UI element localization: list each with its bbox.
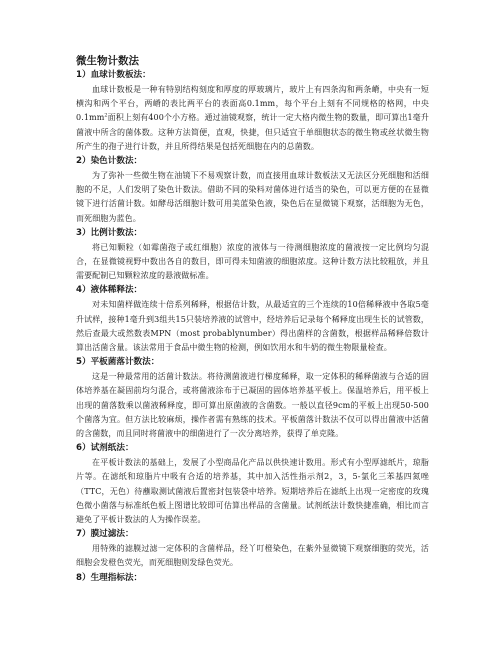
section-heading-7: 7）膜过滤法：: [76, 529, 134, 540]
section-heading-8: 8）生理指标法：: [76, 572, 143, 583]
section-paragraph-5: 这是一种最常用的活菌计数法。将待测菌液进行梯度稀释，取一定体积的稀释菌液与合适的固体培养基在凝固前均匀混合，或将菌液涂布于已凝固的固体培养基平板上。保温培养后，用平板上出现的菌落数乘以菌液稀释度，即可算出原菌液的含菌数。一般以直径9cm的平板上出现50-500个菌落为宜。但方法比较麻烦，操作者需有熟练的技术。平板菌落计数法不仅可以得出菌液中活菌的含菌数，而且同时将菌液中的细菌进行了一次分离培养，获得了单克隆。: [76, 372, 429, 439]
section-paragraph-2: 为了弥补一些微生物在油镜下不易观察计数，而直接用血球计数板法又无法区分死细胞和活细胞的不足，人们发明了染色计数法。借助不同的染料对菌体进行适当的染色，可以更方便的在显微镜下进行活菌计数。如酵母活细胞计数可用美蓝染色液，染色后在显微镜下观察，活细胞为无色，而死细胞为蓝色。: [76, 171, 429, 223]
document-title: 微生物计数法: [76, 55, 139, 67]
section-heading-4: 4）液体稀释法：: [76, 285, 143, 296]
section-paragraph-3: 将已知颗粒（如霉菌孢子或红细胞）浓度的液体与一待测细胞浓度的菌液按一定比例均匀混合，在显微镜视野中数出各自的数目，即可得未知菌液的细胞浓度。这种计数方法比较粗放，并且需要配制已知颗粒浓度的悬液做标准。: [76, 242, 429, 281]
section-paragraph-6: 在平板计数法的基础上，发展了小型商品化产品以供快速计数用。形式有小型厚滤纸片，琼脂片等。在滤纸和琼脂片中吸有合适的培养基，其中加入活性指示剂2，3，5-氯化三苯基四氮唑（TTC，无色）待蘸取测试菌液后置密封包装袋中培养。短期培养后在滤纸上出现一定密度的玫瑰色微小菌落与标准纸色板上图谱比较即可估算出样品的含菌量。试剂纸法计数快捷准确，相比而言避免了平板计数法的人为操作误差。: [76, 458, 429, 525]
superscript-2: 2: [104, 112, 108, 119]
section-heading-1: 1）血球计数板法：: [76, 70, 151, 80]
section-paragraph-1: 血球计数板是一种有特别结构刻度和厚度的厚玻璃片，玻片上有四条沟和两条嵴，中央有一短横沟和两个平台，两嵴的表比两平台的表面高0.1mm，每个平台上刻有不同规格的格网，中央$0.1mm^2$面积上刻有400个小方格。通过油镜观察，统计一定大格内微生物的数量，即可算出1毫升菌液中所含的菌体数。这种方法简便，直观，快捷，但只适宜于单细胞状态的微生物或丝状微生物所产生的孢子进行计数，并且所得结果是包括死细胞在内的总菌数。: [76, 85, 429, 151]
section-paragraph-7: 用特殊的滤膜过滤一定体积的含菌样品，经丫叮橙染色，在紫外显微镜下观察细胞的荧光，活细胞会发橙色荧光，而死细胞则发绿色荧光。: [76, 544, 429, 568]
section-heading-5: 5）平板菌落计数法：: [76, 357, 160, 368]
section-heading-2: 2）染色计数法：: [76, 156, 143, 167]
section-heading-6: 6）试剂纸法：: [76, 443, 134, 454]
section-paragraph-4: 对未知菌样做连续十倍系列稀释，根据估计数，从最适宜的三个连续的10倍稀释液中各取5毫升试样，接种1毫升到3组共15只装培养液的试管中，经培养后记录每个稀释度出现生长的试管数，然后查最大或然数表MPN（most probablynumber）得出菌样的含菌数，根据样品稀释倍数计算出活菌含量。该法常用于食品中微生物的检测，例如饮用水和牛奶的微生物限量检查。: [76, 300, 429, 353]
section-heading-3: 3）比例计数法：: [76, 227, 143, 238]
